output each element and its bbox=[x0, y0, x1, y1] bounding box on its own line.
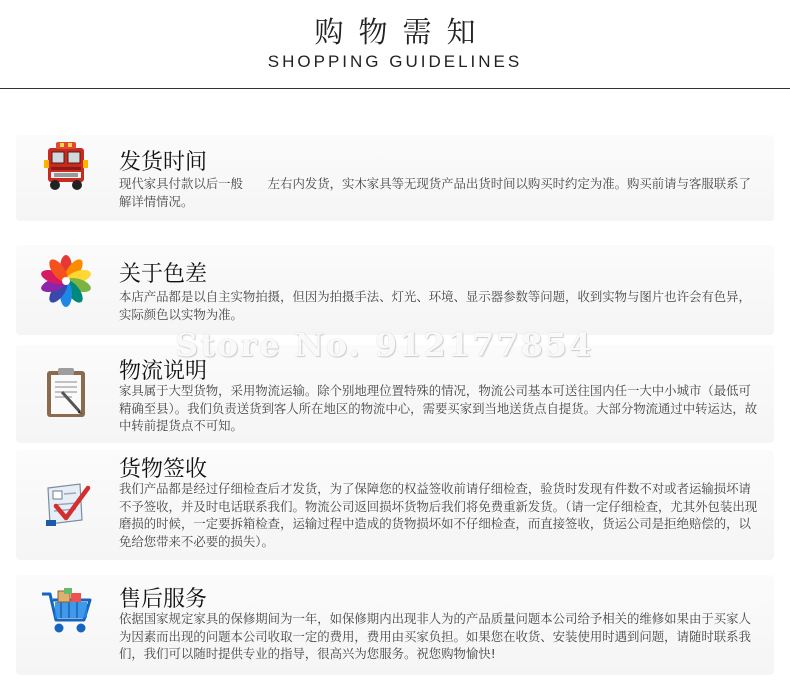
section-title: 售后服务 bbox=[119, 587, 208, 612]
fire-truck-icon bbox=[42, 140, 94, 196]
shopping-cart-icon bbox=[40, 588, 92, 644]
page-header bbox=[0, 0, 790, 90]
clipboard-icon bbox=[44, 366, 96, 422]
section-title: 关于色差 bbox=[119, 262, 208, 287]
checkmark-form-icon bbox=[42, 480, 94, 536]
page-title: 购物需知 bbox=[314, 15, 491, 49]
store-watermark: Store No. 912177854 bbox=[175, 326, 594, 364]
section-title: 物流说明 bbox=[119, 359, 208, 384]
section-body: 依据国家规定家具的保修期间为一年，如保修期内出现非人为的产品质量问题本公司给予相关的维修如果由于买家人为因素而出现的问题本公司收取一定的费用，费用由买家负担。如果您在收货、安装使用时遇到问题，请随时联系我们，我们可以随时提供专业的指导，很高兴为您服务。祝您购物愉快! bbox=[119, 611, 751, 661]
section-body: 本店产品都是以自主实物拍摄，但因为拍摄手法、灯光、环境、显示器参数等问题，收到实物与图片也许会有色异，实际颜色以实物为准。 bbox=[119, 289, 751, 322]
section-body: 我们产品都是经过仔细检查后才发货，为了保障您的权益签收前请仔细检查，验货时发现有件数不对或者运输损坏请不予签收，并及时电话联系我们。物流公司返回损坏货物后我们将免费重新发货。（请一定仔细检查，尤其外包装出现磨损的时候，一定要拆箱检查，运输过程中造成的货物损坏如不仔细检查，而直接签收，货运公司是拒绝赔偿的，以免给您带来不必要的损失）。 bbox=[119, 481, 758, 549]
section-title: 货物签收 bbox=[119, 457, 208, 482]
color-wheel-icon bbox=[40, 255, 92, 311]
section-body: 现代家具付款以后一般 左右内发货，实木家具等无现货产品出货时间以购买时约定为准。购买前请与客服联系了解详情情况。 bbox=[119, 176, 751, 209]
section-body: 家具属于大型货物，采用物流运输。除个别地理位置特殊的情况，物流公司基本可送往国内任一大中小城市（最低可精确至县）。我们负责送货到客人所在地区的物流中心，需要买家到当地送货点自提货。大部分物流通过中转运达，故中转前提货点不可知。 bbox=[119, 383, 758, 433]
section-title: 发货时间 bbox=[119, 150, 208, 175]
page-subtitle: SHOPPING GUIDELINES bbox=[267, 52, 523, 71]
header-divider bbox=[0, 88, 790, 89]
